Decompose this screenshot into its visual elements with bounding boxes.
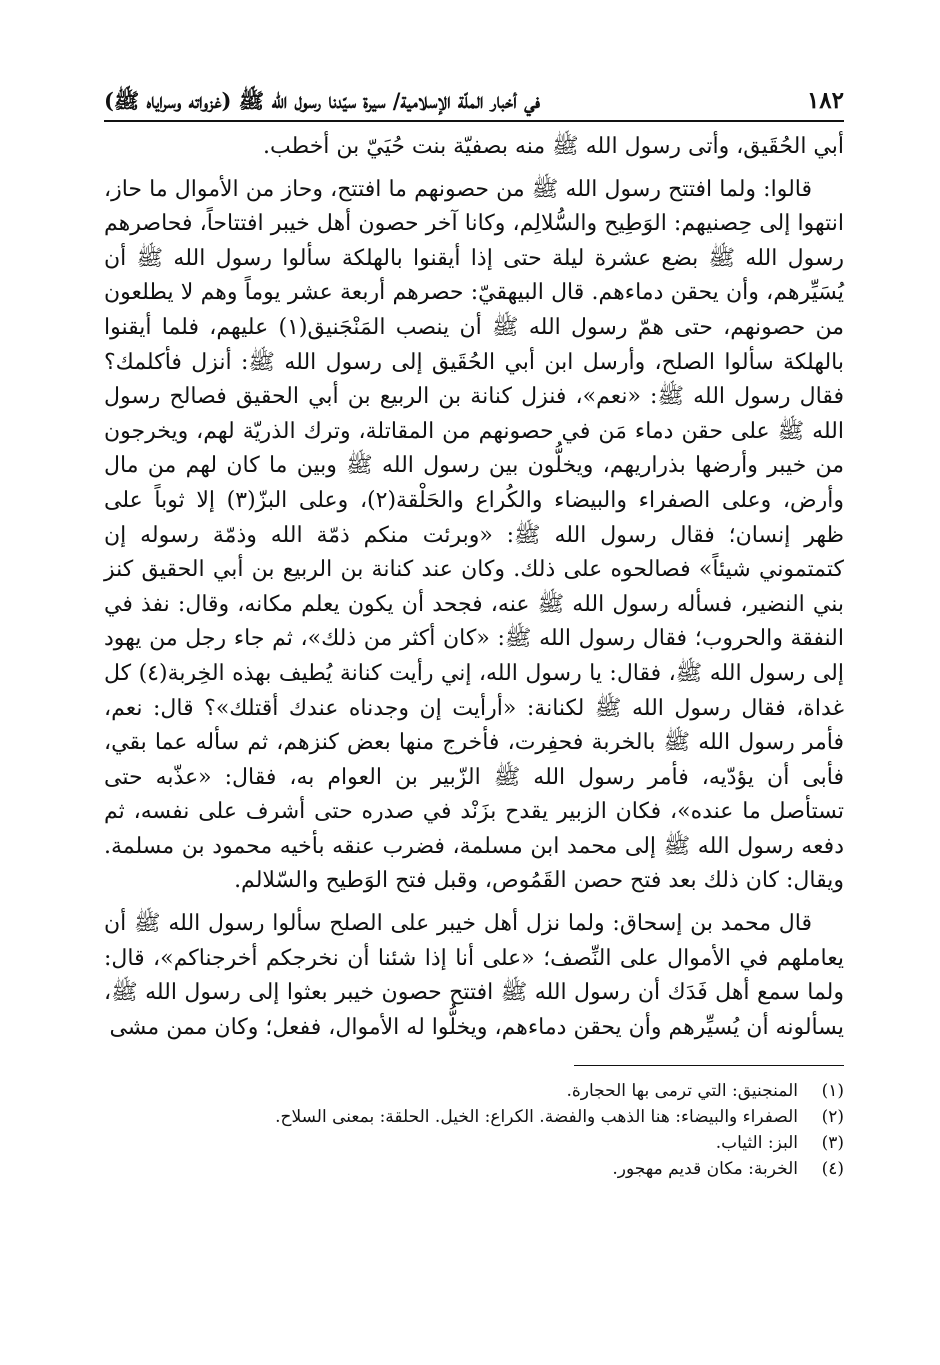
paragraph: قال محمد بن إسحاق: ولما نزل أهل خيبر على الصلح سألوا رسول الله ﷺ أن يعاملهم في الأموال على النِّصف؛ «على أنا إذا شئنا أن نخرجكم أخرجناكم»، قال: ولما سمع أهل فَدَك أن رسول الله ﷺ افتتح حصون خيبر بعثوا إلى رسول الله ﷺ، يسألونه أن يُسيِّرهم وأن يحقن دماءهم، ويخلُّوا له الأموال، ففعل؛ وكان ممن مشى — [104, 911, 844, 1040]
footnote-number: (١) — [821, 1081, 844, 1102]
paragraph: أبي الحُقَيق، وأتى رسول الله ﷺ منه بصفيّة بنت حُيَيّ بن أخطب. — [263, 134, 844, 159]
footnote-text: الصفراء والبيضاء: هنا الذهب والفضة. الكراع: الخيل. الحلقة: بمعنى السلاح. — [275, 1107, 798, 1128]
footnote-number: (٢) — [821, 1107, 844, 1128]
footnote-text: البز: الثياب. — [715, 1133, 798, 1154]
footnote-number: (٤) — [821, 1159, 844, 1180]
footnote-number: (٣) — [821, 1133, 844, 1154]
running-header — [104, 84, 844, 122]
footnote — [104, 1104, 844, 1130]
page-number: ١٨٢ — [806, 87, 844, 114]
footnote-text: الخربة: مكان قديم مهجور. — [612, 1159, 798, 1180]
footnote-divider — [574, 1065, 844, 1066]
paragraph: قالوا: ولما افتتح رسول الله ﷺ من حصونهم ما افتتح، وحاز من الأموال ما حاز، انتهوا إلى حِصنيهم: الوَطِيح والسُّلالِم، وكانا آخر حصون أهل خيبر افتتاحاً، فحاصرهم رسول الله ﷺ بضع عشرة ليلة حتى إذا أيقنوا بالهلكة سألوا رسول الله ﷺ أن يُسَيِّرهم، وأن يحقن دماءهم. قال البيهقيّ: حصرهم أربعة عشر يوماً وهم لا يطلعون من حصونهم، حتى همّ رسول الله ﷺ أن ينصب المَنْجَنيق(١) عليهم، فلما أيقنوا بالهلكة سألوا الصلح، وأرسل ابن أبي الحُقَيق إلى رسول الله ﷺ: أنزل فأكلمك؟ فقال رسول الله ﷺ: «نعم»، فنزل كنانة بن الربيع بن أبي الحقيق فصالح رسول الله ﷺ على حقن دماء مَن في حصونهم من المقاتلة، وترك الذريّة لهم، ويخرجون من خيبر وأرضها بذراريهم، ويخلُّون بين رسول الله ﷺ وبين ما كان لهم من مال وأرض، وعلى الصفراء والبيضاء والكُراع والحَلْقة(٢)، وعلى البزّ(٣) إلا ثوباً على ظهر إنسان؛ فقال رسول الله ﷺ: «وبرئت منكم ذمّة الله وذمّة رسوله إن كتمتموني شيئاً» فصالحوه على ذلك. وكان عند كنانة بن الربيع بن أبي الحقيق كنز بني النضير، فسأله رسول الله ﷺ عنه، فجحد أن يكون يعلم مكانه، وقال: نفذ في النفقة والحروب؛ فقال رسول الله ﷺ: «كان أكثر من ذلك»، ثم جاء رجل من يهود إلى رسول الله ﷺ، فقال: يا رسول الله، إني رأيت كنانة يُطيف بهذه الخِربة(٤) كل غداة، فقال رسول الله ﷺ لكنانة: «أرأيت إن وجدناه عندك أقتلك»؟ قال: نعم، فأمر رسول الله ﷺ بالخربة فحفِرت، فأخرج منها بعض كنزهم، ثم سأله عما بقي، فأبى أن يؤدّيه، فأمر رسول الله ﷺ الزّبير بن العوام به، فقال: «عذّبه حتى تستأصل ما عنده»، فكان الزبير يقدح بزَنْد في صدره حتى أشرف على نفسه، ثم دفعه رسول الله ﷺ إلى محمد ابن مسلمة، فضرب عنقه بأخيه محمود بن مسلمة. ويقال: كان ذلك بعد فتح حصن القَمُوص، وقبل فتح الوَطيح والسّلالم. — [104, 176, 845, 894]
footnote — [104, 1078, 844, 1104]
footnote-text: المنجنيق: التي ترمى بها الحجارة. — [566, 1081, 798, 1102]
running-title: في أخبار الملّة الإسلامية/ سيرة سيّدنا رسول الله ﷺ (غزواته وسراياه ﷺ) — [104, 88, 541, 113]
footnotes — [104, 1078, 844, 1182]
main-text — [104, 130, 844, 1045]
footnote — [104, 1156, 844, 1182]
footnote — [104, 1130, 844, 1156]
